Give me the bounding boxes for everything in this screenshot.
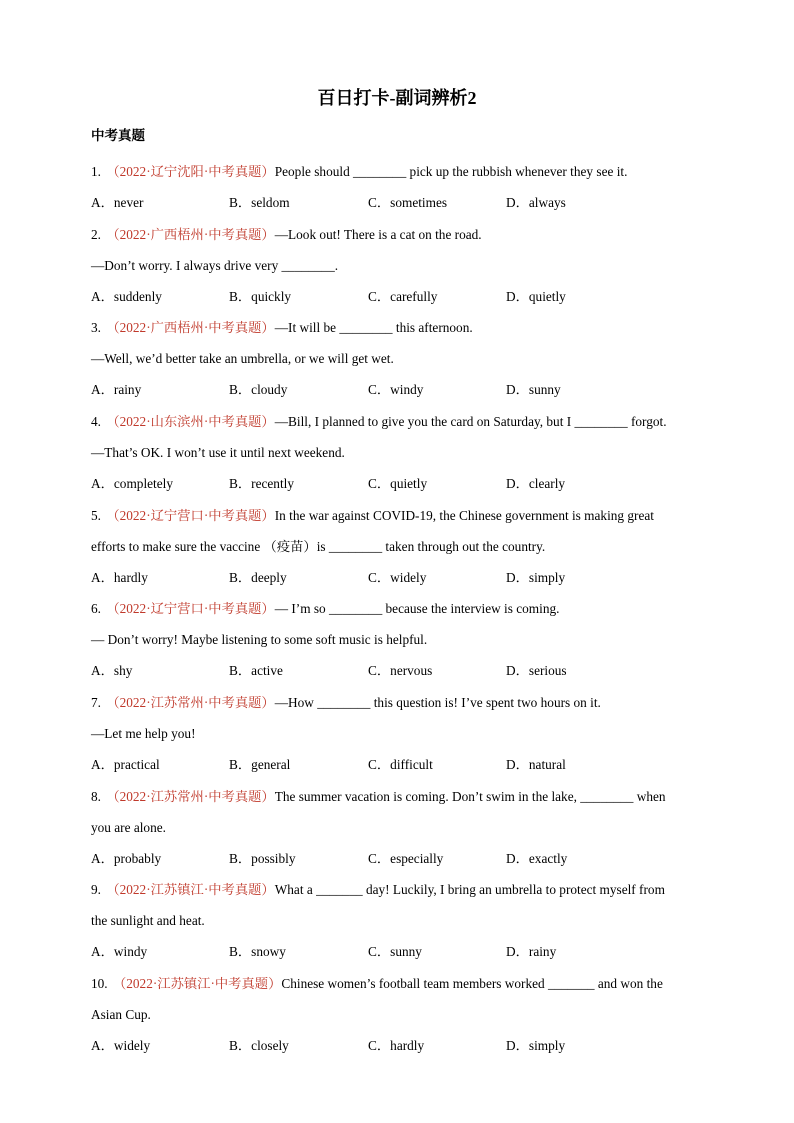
question-2 xyxy=(91,227,703,243)
question-5 xyxy=(91,508,703,524)
option-d[interactable]: D．serious xyxy=(506,663,567,678)
question-9 xyxy=(91,882,703,898)
option-d[interactable]: D．simply xyxy=(506,1038,566,1053)
option-d[interactable]: D．natural xyxy=(506,757,566,772)
question-source: （2022·江苏镇江·中考真题） xyxy=(112,976,282,991)
option-a[interactable]: A．probably xyxy=(91,851,162,866)
question-text: —Look out! There is a cat on the road. xyxy=(274,227,482,242)
options-4 xyxy=(91,476,703,492)
options-3 xyxy=(91,382,703,398)
question-text-line: —Let me help you! xyxy=(91,726,196,741)
question-text-line: —Don’t worry. I always drive very ________. xyxy=(91,258,339,273)
options-7 xyxy=(91,757,703,773)
question-source: （2022·辽宁营口·中考真题） xyxy=(106,508,275,523)
question-source: （2022·辽宁沈阳·中考真题） xyxy=(106,164,275,179)
question-source: （2022·山东滨州·中考真题） xyxy=(106,414,275,429)
option-d[interactable]: D．always xyxy=(506,195,566,210)
question-text-line: Asian Cup. xyxy=(91,1007,151,1022)
question-number: 6. xyxy=(91,601,101,616)
option-c[interactable]: C．especially xyxy=(368,851,444,866)
option-a[interactable]: A．hardly xyxy=(91,570,148,585)
options-5 xyxy=(91,570,703,586)
option-b[interactable]: B．recently xyxy=(229,476,294,491)
option-b[interactable]: B．general xyxy=(229,757,291,772)
option-d[interactable]: D．sunny xyxy=(506,382,561,397)
option-b[interactable]: B．quickly xyxy=(229,289,292,304)
option-a[interactable]: A．widely xyxy=(91,1038,151,1053)
option-c[interactable]: C．hardly xyxy=(368,1038,425,1053)
section-label: 中考真题 xyxy=(91,128,145,143)
option-c[interactable]: C．quietly xyxy=(368,476,428,491)
option-a[interactable]: A．suddenly xyxy=(91,289,162,304)
options-10 xyxy=(91,1038,703,1054)
page-title: 百日打卡-副词辨析2 xyxy=(317,88,477,108)
question-7 xyxy=(91,695,703,711)
question-8 xyxy=(91,789,703,805)
question-source: （2022·广西梧州·中考真题） xyxy=(106,227,275,242)
question-4 xyxy=(91,414,703,430)
question-3 xyxy=(91,320,703,336)
option-b[interactable]: B．deeply xyxy=(229,570,287,585)
question-number: 4. xyxy=(91,414,101,429)
question-source: （2022·江苏镇江·中考真题） xyxy=(106,882,275,897)
question-number: 2. xyxy=(91,227,101,242)
question-text-line: you are alone. xyxy=(91,820,166,835)
option-a[interactable]: A．practical xyxy=(91,757,160,772)
question-source: （2022·江苏常州·中考真题） xyxy=(106,695,275,710)
question-text-line: the sunlight and heat. xyxy=(91,913,205,928)
question-source: （2022·广西梧州·中考真题） xyxy=(106,320,275,335)
option-d[interactable]: D．quietly xyxy=(506,289,566,304)
question-text-line: efforts to make sure the vaccine （疫苗）is ________ taken through out the country. xyxy=(91,539,546,554)
question-text: People should ________ pick up the rubbish whenever they see it. xyxy=(274,164,628,179)
options-6 xyxy=(91,663,703,679)
option-c[interactable]: C．sometimes xyxy=(368,195,448,210)
option-a[interactable]: A．rainy xyxy=(91,382,142,397)
question-1 xyxy=(91,164,703,180)
options-8 xyxy=(91,851,703,867)
question-text: —It will be ________ this afternoon. xyxy=(274,320,473,335)
option-b[interactable]: B．possibly xyxy=(229,851,296,866)
option-a[interactable]: A．shy xyxy=(91,663,133,678)
option-c[interactable]: C．windy xyxy=(368,382,424,397)
option-a[interactable]: A．never xyxy=(91,195,144,210)
question-number: 3. xyxy=(91,320,101,335)
option-b[interactable]: B．active xyxy=(229,663,283,678)
option-d[interactable]: D．rainy xyxy=(506,944,557,959)
option-b[interactable]: B．snowy xyxy=(229,944,286,959)
option-c[interactable]: C．sunny xyxy=(368,944,422,959)
option-a[interactable]: A．completely xyxy=(91,476,173,491)
option-d[interactable]: D．simply xyxy=(506,570,566,585)
question-number: 1. xyxy=(91,164,101,179)
question-text-line: —That’s OK. I won’t use it until next weekend. xyxy=(91,445,345,460)
question-text: The summer vacation is coming. Don’t swim in the lake, ________ when xyxy=(274,789,666,804)
option-c[interactable]: C．nervous xyxy=(368,663,433,678)
option-c[interactable]: C．carefully xyxy=(368,289,438,304)
option-d[interactable]: D．exactly xyxy=(506,851,568,866)
question-number: 10. xyxy=(91,976,108,991)
question-6 xyxy=(91,601,703,617)
question-text-line: —Well, we’d better take an umbrella, or we will get wet. xyxy=(91,351,394,366)
question-text: Chinese women’s football team members worked _______ and won the xyxy=(281,976,663,991)
option-d[interactable]: D．clearly xyxy=(506,476,566,491)
question-text: —Bill, I planned to give you the card on Saturday, but I ________ forgot. xyxy=(274,414,667,429)
option-b[interactable]: B．seldom xyxy=(229,195,290,210)
question-source: （2022·辽宁营口·中考真题） xyxy=(106,601,275,616)
option-b[interactable]: B．closely xyxy=(229,1038,289,1053)
question-number: 7. xyxy=(91,695,101,710)
question-number: 9. xyxy=(91,882,101,897)
question-10 xyxy=(91,976,703,992)
options-1 xyxy=(91,195,703,211)
question-text: In the war against COVID-19, the Chinese government is making great xyxy=(274,508,654,523)
question-text-line: — Don’t worry! Maybe listening to some soft music is helpful. xyxy=(91,632,428,647)
question-source: （2022·江苏常州·中考真题） xyxy=(106,789,275,804)
options-9 xyxy=(91,944,703,960)
question-text: What a _______ day! Luckily, I bring an umbrella to protect myself from xyxy=(274,882,665,897)
question-text: —How ________ this question is! I’ve spent two hours on it. xyxy=(274,695,601,710)
question-number: 8. xyxy=(91,789,101,804)
option-b[interactable]: B．cloudy xyxy=(229,382,288,397)
option-c[interactable]: C．widely xyxy=(368,570,427,585)
question-text: — I’m so ________ because the interview is coming. xyxy=(274,601,560,616)
options-2 xyxy=(91,289,703,305)
question-number: 5. xyxy=(91,508,101,523)
option-a[interactable]: A．windy xyxy=(91,944,148,959)
option-c[interactable]: C．difficult xyxy=(368,757,433,772)
